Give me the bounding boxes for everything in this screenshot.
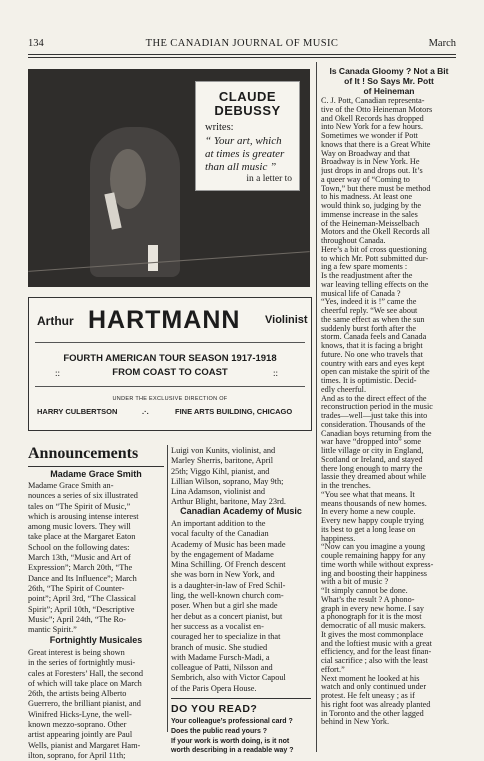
- running-header: [28, 38, 456, 52]
- text-line: couraged her to specialize in that: [171, 632, 281, 642]
- text-line: nounces a series of six illustrated: [28, 491, 138, 501]
- text-line: tive of the Otto Heineman Motors: [321, 105, 433, 114]
- text-line: Guerrero, the brilliant pianist, and: [28, 699, 141, 709]
- text-line: open can mistake the spirit of the: [321, 368, 430, 377]
- text-line: throughout Canada.: [321, 237, 386, 245]
- text-line: Madame Grace Smith an-: [28, 481, 114, 490]
- text-line: his right foot was already planted: [321, 700, 431, 709]
- text-line: immense increase in the sales: [321, 210, 418, 219]
- announcements-title: Announcements: [28, 445, 139, 462]
- text-line: ilton, soprano, for April 11th;: [28, 750, 126, 760]
- text-line: Marley Sherris, baritone, April: [171, 456, 274, 466]
- text-line: In every home a new couple.: [321, 508, 416, 517]
- text-line: cales at Foresters’ Hall, the second: [28, 668, 144, 678]
- letter-note: in a letter to: [246, 174, 292, 184]
- text-line: Here’s a bit of cross questioning: [321, 245, 427, 254]
- text-line: which is arousing intense interest: [28, 511, 139, 521]
- text-line: knows that there is a Great White: [321, 140, 431, 149]
- text-line: School on the following dates:: [28, 542, 130, 552]
- text-line: in the trenches.: [321, 482, 371, 490]
- musicales-continued-text: [171, 446, 311, 508]
- composer-last-name: DEBUSSY: [214, 103, 281, 118]
- text-line: Lillian Wilson, soprano, May 9th;: [171, 476, 284, 486]
- section-heading: Fortnightly Musicales: [49, 635, 143, 645]
- text-line: 25th; Viggo Kihl, pianist, and: [171, 466, 270, 476]
- text-line: Way on Broadway and that: [321, 149, 410, 158]
- text-line: ing and boosting their happiness: [321, 569, 427, 578]
- text-line: trades—well—just take this into: [321, 412, 428, 420]
- text-line: mantic Spirit.”: [28, 625, 77, 635]
- text-line: ing a few spare moments :: [321, 263, 408, 272]
- text-line: ling, the well-known church com-: [171, 591, 284, 601]
- text-line: and Okell Records has dropped: [321, 114, 424, 123]
- direction-note: UNDER THE EXCLUSIVE DIRECTION OF: [112, 396, 228, 402]
- text-line: C. J. Pott, Canadian representa-: [321, 97, 425, 105]
- text-line: Dance and Its Influence”; March: [28, 573, 137, 583]
- text-line: means thousands of new homes.: [321, 499, 427, 508]
- text-line: What’s the result ? A phono-: [321, 595, 415, 604]
- tour-line: FOURTH AMERICAN TOUR SEASON 1917-1918: [63, 353, 277, 364]
- text-line: musical life of Canada ?: [321, 289, 401, 298]
- text-line: couple remaining happy for any: [321, 552, 426, 560]
- text-line: war leaving telling effects on the: [321, 280, 429, 289]
- text-line: with a bit of music ?: [321, 578, 389, 587]
- section-heading: Madame Grace Smith: [50, 469, 142, 479]
- text-line: Is the readjustment after the: [321, 272, 413, 280]
- text-line: into New York for a few hours.: [321, 123, 423, 132]
- text-line: her success as a vocalist en-: [171, 621, 264, 631]
- quote-line: “ Your art, which: [205, 135, 282, 147]
- text-line: is a daughter-in-law of Fred Schil-: [171, 580, 286, 590]
- announcements-rule: [28, 466, 164, 467]
- text-line: little village or city in England,: [321, 447, 424, 455]
- text-line: of the Heineman-Meisselbach: [321, 219, 420, 228]
- text-line: Broadway is in New York. He: [321, 158, 420, 167]
- article-headline: of It ! So Says Mr. Pott: [344, 76, 434, 86]
- do-you-read-line: If your work is worth doing, is it not: [171, 738, 290, 745]
- text-line: Music”; April 24th, “The Ro-: [28, 614, 126, 624]
- text-line: An important addition to the: [171, 519, 266, 528]
- do-you-read-line: worth describing in a readable way ?: [171, 747, 294, 754]
- tour-line: FROM COAST TO COAST: [112, 367, 228, 378]
- text-line: protest. He felt uneasy ; as if: [321, 692, 415, 700]
- text-line: Motors and the Okell Records all: [321, 228, 430, 237]
- text-line: Expression”; March 20th, “The: [28, 563, 133, 573]
- text-line: cial sacrifice ; also with the least: [321, 657, 428, 665]
- text-line: Winifred Hicks-Lyne, the well-: [28, 709, 132, 719]
- do-you-read-line: Your colleague’s professional card ?: [171, 718, 293, 725]
- text-line: Lina Adamson, violinist and: [171, 487, 266, 497]
- text-line: a queer way of “Coming to: [321, 175, 410, 184]
- text-line: lassie they dreamed about while: [321, 473, 427, 482]
- column-rule: [167, 445, 168, 732]
- decoration-colons: ::: [55, 368, 61, 378]
- text-line: Next moment he looked at his: [321, 674, 420, 683]
- text-line: her debut as a concert pianist, but: [171, 611, 283, 621]
- text-line: artist appearing jointly are Paul: [28, 730, 133, 740]
- text-line: Arthur Blight, baritone, May 23rd.: [171, 497, 286, 507]
- text-line: “Now can you imagine a young: [321, 543, 425, 552]
- header-rule-double: [28, 57, 456, 58]
- text-line: watch and only continued under: [321, 683, 427, 692]
- text-line: reconstruction period in the music: [321, 403, 433, 412]
- text-line: Academy of Music has been made: [171, 539, 286, 549]
- text-line: consideration. Thousands of the: [321, 420, 426, 429]
- text-line: would think so, judging by the: [321, 202, 422, 210]
- text-line: colleague of Patti, Nilsson and: [171, 663, 273, 673]
- composer-first-name: CLAUDE: [218, 89, 277, 104]
- text-line: “You see what that means. It: [321, 490, 415, 499]
- text-line: Sometimes we wonder if Pott: [321, 132, 418, 140]
- text-line: a phonograph for it is the most: [321, 613, 422, 622]
- text-line: of the Paris Opera House.: [171, 683, 257, 693]
- text-line: Wells, pianist and Margaret Ham-: [28, 740, 141, 750]
- text-line: there long enough to marry the: [321, 464, 423, 473]
- text-line: take place at the Margaret Eaton: [28, 532, 136, 542]
- text-line: and the loftiest music with a great: [321, 639, 432, 648]
- manager-address: FINE ARTS BUILDING, CHICAGO: [175, 407, 293, 416]
- text-line: 26th, the artists being Alberto: [28, 689, 127, 699]
- text-line: country with ears and eyes kept: [321, 359, 425, 368]
- text-line: 26th, “The Spirit of Counter-: [28, 583, 125, 593]
- text-line: edly cheerful.: [321, 385, 367, 394]
- text-line: Great interest is being shown: [28, 648, 125, 657]
- decoration-colons: ::: [273, 368, 279, 378]
- musicales-text: [28, 648, 164, 761]
- artist-instrument: Violinist: [265, 314, 308, 326]
- text-line: its best to get a long lease on: [321, 525, 416, 534]
- text-line: knows, that it is facing a bright: [321, 342, 423, 350]
- text-line: Sembrich, also with Victor Capoul: [171, 673, 286, 683]
- text-line: Luigi von Kunits, violinist, and: [171, 446, 276, 455]
- separator-dots: .·.: [142, 407, 149, 416]
- text-line: to which Mr. Pott submitted dur-: [321, 254, 429, 263]
- quote-line: than all music ”: [205, 161, 277, 173]
- text-line: Canadian boys returning from the: [321, 429, 432, 438]
- text-line: March 13th, “Music and Art of: [28, 553, 131, 563]
- text-line: to his madness. At least one: [321, 193, 412, 202]
- text-line: And as to the direct effect of the: [321, 394, 427, 403]
- header-rule: [28, 54, 456, 55]
- text-line: “It simply cannot be done.: [321, 587, 408, 595]
- article-headline: of Heineman: [363, 86, 415, 96]
- paper-strip: [148, 245, 158, 271]
- article-headline: Is Canada Gloomy ? Not a Bit: [329, 66, 449, 76]
- journal-title: THE CANADIAN JOURNAL OF MUSIC: [145, 38, 339, 49]
- text-line: just drops in and drops out. It’s: [321, 167, 423, 175]
- text-line: happiness.: [321, 534, 356, 543]
- text-line: in Toronto and the other lagged: [321, 709, 424, 718]
- text-line: cheerful reply. “We see about: [321, 307, 418, 315]
- text-line: point”; April 3rd, “The Classical: [28, 594, 137, 604]
- debussy-quote-card: [195, 81, 300, 191]
- text-line: Spirit”; April 10th, “Descriptive: [28, 604, 135, 614]
- column-rule: [316, 62, 317, 752]
- artist-last-name: HARTMANN: [88, 306, 241, 334]
- text-line: storm. Canada feels and Canada: [321, 333, 427, 342]
- text-line: time worth while without express-: [321, 560, 434, 569]
- academy-text: [171, 519, 311, 694]
- ad-rule: [35, 342, 305, 343]
- text-line: times. It is optimistic. Decid-: [321, 377, 417, 385]
- text-line: war have “dropped into” some: [321, 438, 422, 447]
- text-line: behind in New York.: [321, 718, 390, 727]
- text-line: among music lovers. They will: [28, 522, 131, 532]
- text-line: the same effect as when the sun: [321, 315, 425, 324]
- text-line: effort.”: [321, 665, 345, 674]
- text-line: vocal faculty of the Canadian: [171, 529, 269, 539]
- text-line: known mezzo-soprano. Other: [28, 720, 127, 730]
- section-heading: Canadian Academy of Music: [180, 506, 302, 516]
- text-line: tales on “The Spirit of Music,”: [28, 501, 131, 511]
- manager-name: HARRY CULBERTSON: [37, 407, 118, 416]
- text-line: by the engagement of Madame: [171, 549, 274, 559]
- do-you-read-rule: [171, 698, 311, 699]
- hartmann-advertisement: [28, 297, 312, 431]
- text-line: Mina Schilling. Of French descent: [171, 560, 286, 570]
- text-line: with Madame Fursch-Madi, a: [171, 652, 270, 662]
- text-line: in the series of fortnightly musi-: [28, 658, 136, 668]
- article-body: [321, 97, 457, 727]
- text-line: branch of music. She studied: [171, 642, 268, 652]
- do-you-read-line: Does the public read yours ?: [171, 728, 268, 735]
- text-line: Every new happy couple trying: [321, 517, 424, 525]
- artist-first-name: Arthur: [37, 314, 74, 328]
- text-line: “Yes, indeed it is !” came the: [321, 298, 417, 307]
- text-line: of which will take place on March: [28, 678, 142, 688]
- text-line: graph in every new home. I say: [321, 604, 424, 613]
- issue-month: March: [428, 38, 456, 49]
- text-line: Town,” but there must be method: [321, 184, 431, 193]
- text-line: poser. When but a girl she made: [171, 601, 278, 611]
- page-number: 134: [28, 38, 44, 49]
- text-line: democratic of all music makers.: [321, 622, 426, 630]
- grace-smith-text: [28, 481, 164, 635]
- writes-label: writes:: [205, 122, 234, 133]
- do-you-read-title: DO YOU READ?: [171, 703, 258, 715]
- text-line: It gives the most commonplace: [321, 630, 424, 639]
- text-line: suddenly burst forth after the: [321, 324, 417, 333]
- text-line: efficiency, and for the least finan-: [321, 648, 432, 657]
- ad-rule: [35, 386, 305, 387]
- text-line: Scotland or Ireland, and stayed: [321, 455, 423, 464]
- text-line: future. No one who travels that: [321, 350, 423, 359]
- quote-line: at times is greater: [205, 148, 285, 160]
- text-line: she was born in New York, and: [171, 570, 275, 580]
